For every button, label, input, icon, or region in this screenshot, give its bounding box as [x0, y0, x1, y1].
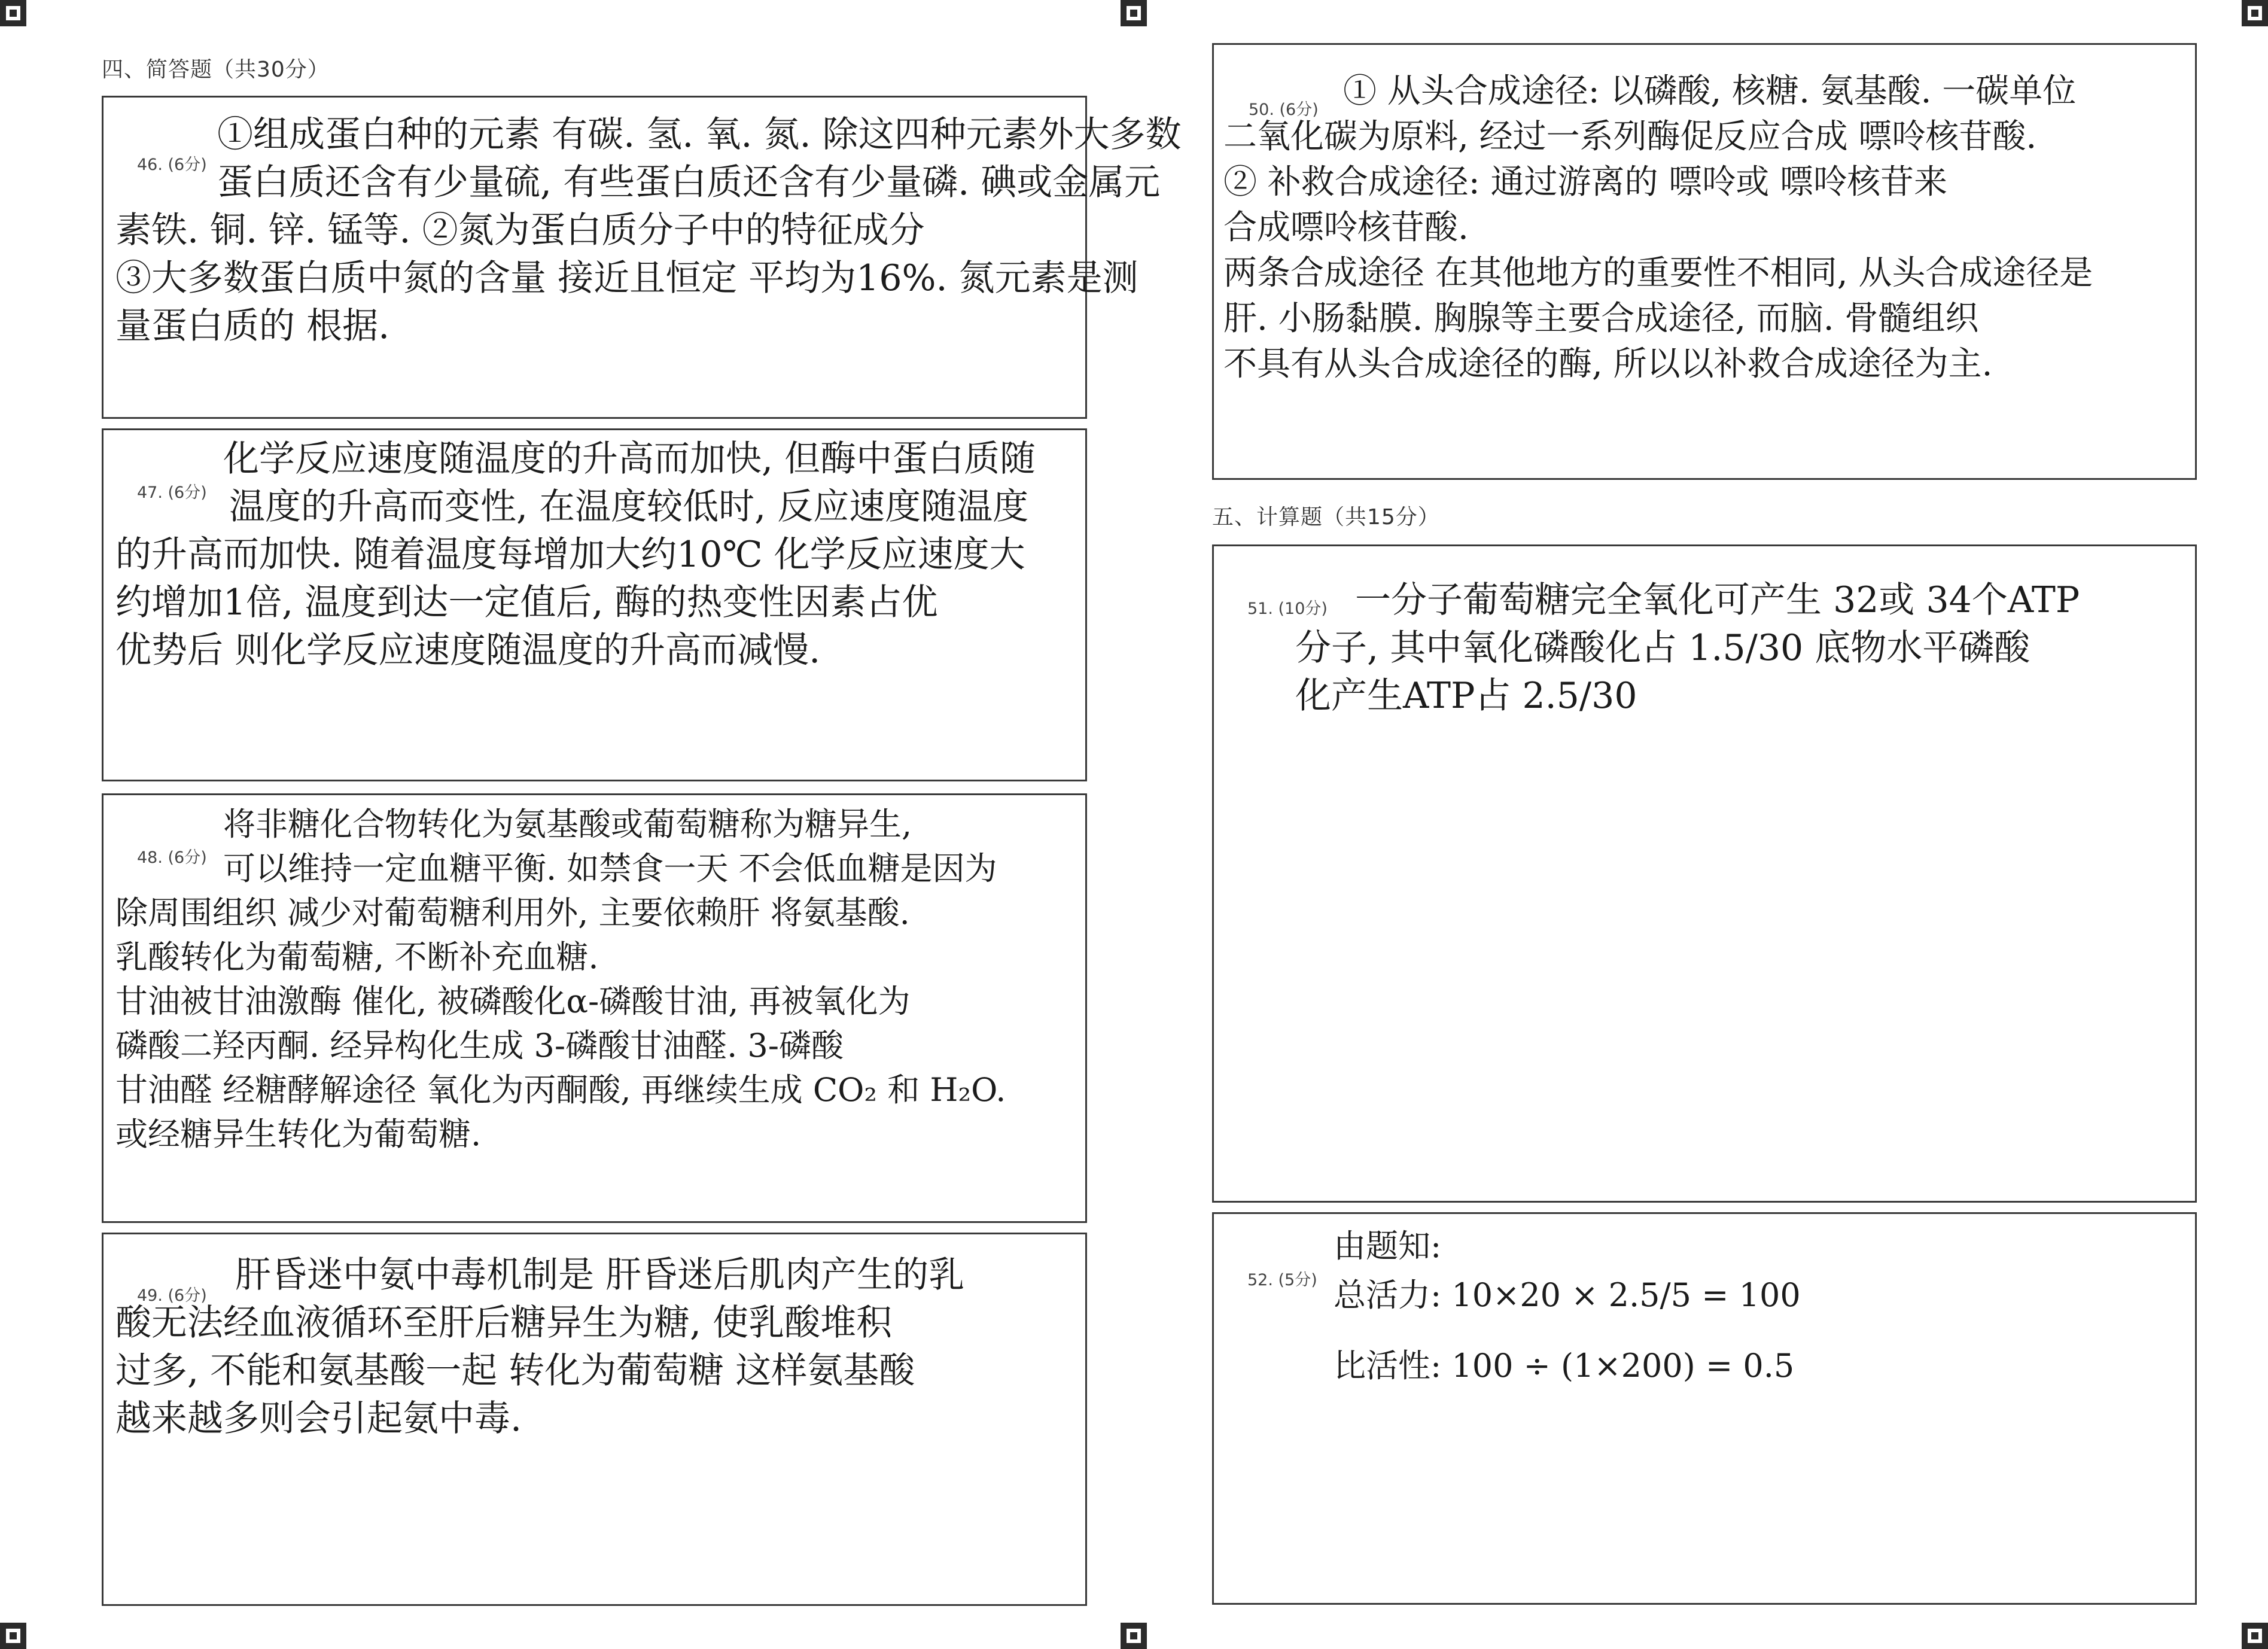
answer-line: 约增加1倍, 温度到达一定值后, 酶的热变性因素占优 — [115, 582, 938, 623]
handwritten-answer-q47 — [115, 435, 1036, 674]
answer-line: 化产生ATP占 2.5/30 — [1295, 675, 1637, 717]
answer-line: 甘油醛 经糖酵解途径 氧化为丙酮酸, 再继续生成 CO₂ 和 H₂O. — [115, 1071, 1006, 1109]
answer-line: 甘油被甘油激酶 催化, 被磷酸化α-磷酸甘油, 再被氧化为 — [115, 982, 911, 1020]
answer-line: 可以维持一定血糖平衡. 如禁食一天 不会低血糖是因为 — [223, 850, 997, 887]
answer-line: 肝. 小肠黏膜. 胸腺等主要合成途径, 而脑. 骨髓组织 — [1223, 299, 1979, 338]
answer-box-q49 — [102, 1233, 1087, 1606]
answer-box-q51 — [1212, 544, 2197, 1203]
answer-line: 肝昏迷中氨中毒机制是 肝昏迷后肌肉产生的乳 — [235, 1254, 965, 1296]
registration-marker-top-left — [0, 0, 26, 26]
question-number-q47: 47. (6分) — [137, 483, 207, 502]
question-number-q46: 46. (6分) — [137, 156, 207, 174]
answer-line: 素铁. 铜. 锌. 锰等. ②氮为蛋白质分子中的特征成分 — [115, 209, 925, 251]
answer-line: 化学反应速度随温度的升高而加快, 但酶中蛋白质随 — [223, 438, 1036, 480]
answer-line: 总活力: 10×20 × 2.5/5 = 100 — [1334, 1276, 1801, 1314]
answer-line: 酸无法经血液循环至肝后糖异生为糖, 使乳酸堆积 — [115, 1302, 893, 1344]
question-number-q52: 52. (5分) — [1247, 1271, 1317, 1289]
answer-line: 将非糖化合物转化为氨基酸或葡萄糖称为糖异生, — [223, 805, 912, 843]
answer-box-q52 — [1212, 1212, 2197, 1605]
answer-line: 优势后 则化学反应速度随温度的升高而减慢. — [115, 629, 821, 671]
answer-line: 除周围组织 减少对葡萄糖利用外, 主要依赖肝 将氨基酸. — [115, 894, 910, 932]
registration-marker-top-center — [1121, 0, 1147, 26]
handwritten-answer-q46 — [115, 111, 1182, 350]
answer-line: 或经糖异生转化为葡萄糖. — [115, 1115, 482, 1153]
answer-line: 磷酸二羟丙酮. 经异构化生成 3-磷酸甘油醛. 3-磷酸 — [115, 1027, 844, 1064]
handwritten-answer-q50 — [1223, 69, 2093, 387]
answer-box-q50 — [1212, 43, 2197, 480]
answer-line: 由题知: — [1334, 1227, 1442, 1265]
question-number-q49: 49. (6分) — [137, 1286, 207, 1305]
answer-line: 合成嘌呤核苷酸. — [1223, 208, 1469, 247]
answer-line: ③大多数蛋白质中氮的含量 接近且恒定 平均为16%. 氮元素是测 — [115, 257, 1138, 299]
registration-marker-bottom-right — [2242, 1623, 2268, 1649]
answer-line: ①组成蛋白种的元素 有碳. 氢. 氧. 氮. 除这四种元素外大多数 — [217, 114, 1182, 156]
section-title-short-answer: 四、简答题（共30分） — [102, 57, 330, 82]
answer-line: 的升高而加快. 随着温度每增加大约10℃ 化学反应速度大 — [115, 534, 1025, 576]
answer-line: 蛋白质还含有少量硫, 有些蛋白质还含有少量磷. 碘或金属元 — [217, 162, 1161, 203]
question-number-q51: 51. (10分) — [1247, 600, 1328, 618]
registration-marker-bottom-left — [0, 1623, 26, 1649]
answer-line: 不具有从头合成途径的酶, 所以以补救合成途径为主. — [1223, 345, 1993, 384]
registration-marker-bottom-center — [1121, 1623, 1147, 1649]
answer-line: 一分子葡萄糖完全氧化可产生 32或 34个ATP — [1355, 579, 2080, 621]
answer-line: 比活性: 100 ÷ (1×200) = 0.5 — [1334, 1347, 1795, 1385]
answer-line: 越来越多则会引起氨中毒. — [115, 1398, 522, 1440]
answer-line: ② 补救合成途径: 通过游离的 嘌呤或 嘌呤核苷来 — [1223, 163, 1948, 202]
answer-box-q47 — [102, 428, 1087, 781]
registration-marker-top-right — [2242, 0, 2268, 26]
handwritten-answer-q48 — [115, 802, 1006, 1157]
answer-box-q48 — [102, 793, 1087, 1223]
answer-line: 乳酸转化为葡萄糖, 不断补充血糖. — [115, 938, 599, 976]
handwritten-answer-q52 — [1334, 1216, 1801, 1397]
answer-line: ① 从头合成途径: 以磷酸, 核糖. 氨基酸. 一碳单位 — [1343, 72, 2077, 111]
answer-line: 过多, 不能和氨基酸一起 转化为葡萄糖 这样氨基酸 — [115, 1350, 915, 1392]
question-number-q48: 48. (6分) — [137, 848, 207, 867]
answer-box-q46 — [102, 96, 1182, 419]
question-number-q50: 50. (6分) — [1249, 101, 1319, 119]
answer-line: 温度的升高而变性, 在温度较低时, 反应速度随温度 — [229, 486, 1029, 528]
handwritten-answer-q49 — [115, 1251, 964, 1443]
answer-line: 二氧化碳为原料, 经过一系列酶促反应合成 嘌呤核苷酸. — [1223, 117, 2037, 156]
answer-line: 两条合成途径 在其他地方的重要性不相同, 从头合成途径是 — [1223, 254, 2093, 293]
handwritten-answer-q51 — [1223, 576, 2080, 720]
section-title-calculation: 五、计算题（共15分） — [1212, 505, 1440, 530]
answer-line: 分子, 其中氧化磷酸化占 1.5/30 底物水平磷酸 — [1295, 627, 2030, 669]
answer-line: 量蛋白质的 根据. — [115, 305, 390, 347]
